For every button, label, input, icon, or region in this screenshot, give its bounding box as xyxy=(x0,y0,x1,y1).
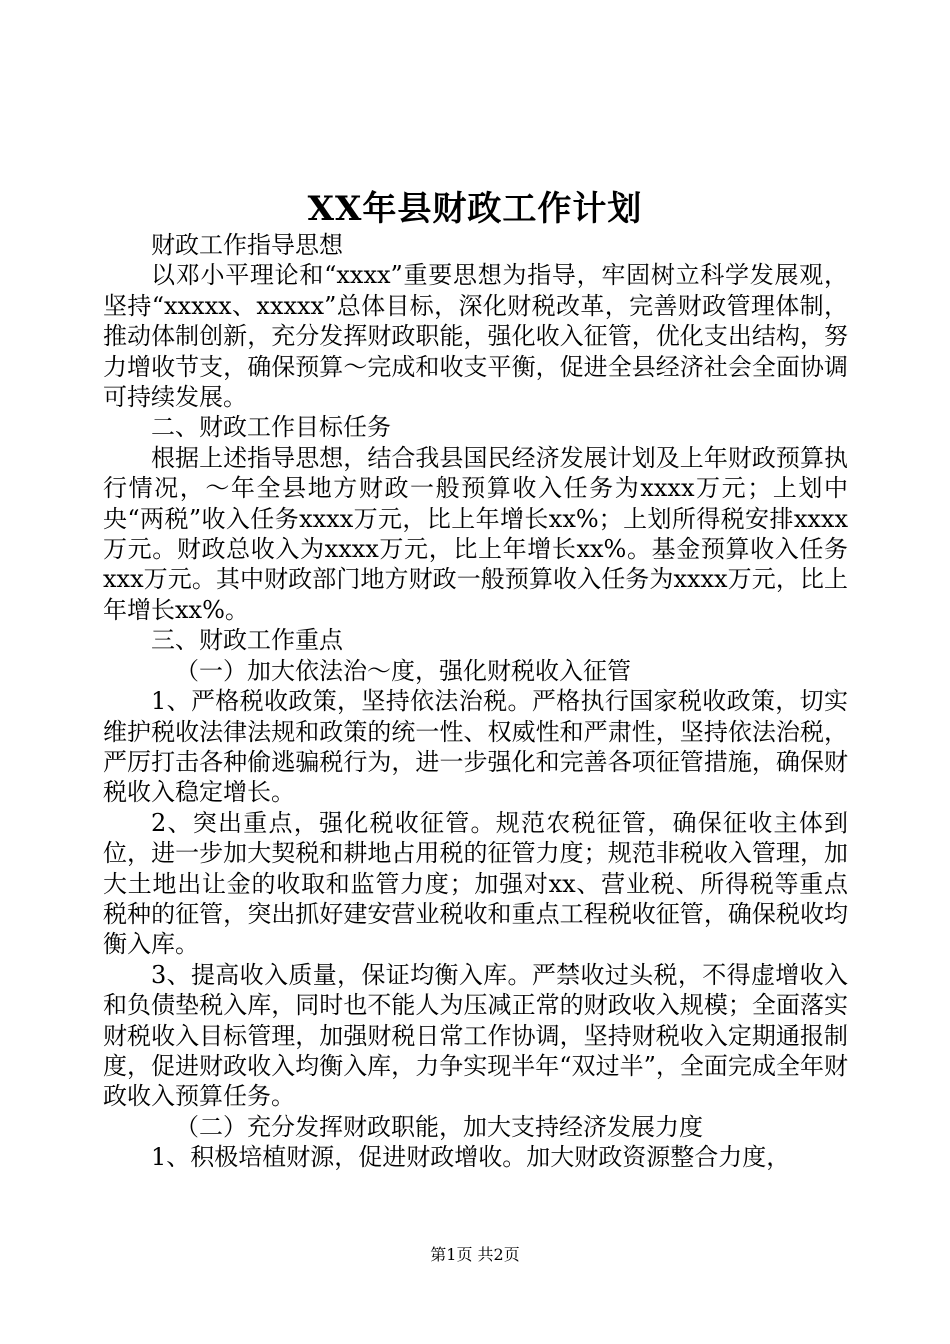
paragraph: 根据上述指导思想，结合我县国民经济发展计划及上年财政预算执行情况，～年全县地方财政一般预算收入任务为xxxx万元；上划中央“两税”收入任务xxxx万元，比上年增长xx%；上划所得税安排xxxx万元。财政总收入为xxxx万元，比上年增长xx%。基金预算收入任务xxx万元。其中财政部门地方财政一般预算收入任务为xxxx万元，比上年增长xx%。 xyxy=(103,443,848,624)
paragraph: 1、积极培植财源，促进财政增收。加大财政资源整合力度， xyxy=(151,1143,791,1172)
subsection-heading: （二）充分发挥财政职能，加大支持经济发展力度 xyxy=(175,1112,703,1141)
paragraph: 1、严格税收政策，坚持依法治税。严格执行国家税收政策，切实维护税收法律法规和政策的统一性、权威性和严肃性，坚持依法治税，严厉打击各种偷逃骗税行为，进一步强化和完善各项征管措施，确保财税收入稳定增长。 xyxy=(103,687,848,807)
paragraph: 2、突出重点，强化税收征管。规范农税征管，确保征收主体到位，进一步加大契税和耕地占用税的征管力度；规范非税收入管理，加大土地出让金的收取和监管力度；加强对xx、营业税、所得税等重点税种的征管，突出抓好建安营业税收和重点工程税收征管，确保税收均衡入库。 xyxy=(103,808,848,959)
document-title: XX年县财政工作计划 xyxy=(307,189,643,229)
section-heading: 财政工作指导思想 xyxy=(151,231,343,259)
section-heading: 三、财政工作重点 xyxy=(151,626,343,655)
document-body xyxy=(103,230,848,1173)
paragraph: 以邓小平理论和“xxxx”重要思想为指导，牢固树立科学发展观，坚持“xxxxx、xxxxx”总体目标，深化财税改革，完善财政管理体制，推动体制创新，充分发挥财政职能，强化收入征管，优化支出结构，努力增收节支，确保预算～完成和收支平衡，促进全县经济社会全面协调可持续发展。 xyxy=(103,261,848,412)
paragraph: 3、提高收入质量，保证均衡入库。严禁收过头税，不得虚增收入和负债垫税入库，同时也不能人为压减正常的财政收入规模；全面落实财税收入目标管理，加强财税日常工作协调，坚持财税收入定期通报制度，促进财政收入均衡入库，力争实现半年“双过半”，全面完成全年财政收入预算任务。 xyxy=(103,960,848,1111)
page-footer: 第1页 共2页 xyxy=(430,1245,520,1264)
section-heading: 二、财政工作目标任务 xyxy=(151,413,391,442)
subsection-heading: （一）加大依法治～度，强化财税收入征管 xyxy=(175,656,631,685)
